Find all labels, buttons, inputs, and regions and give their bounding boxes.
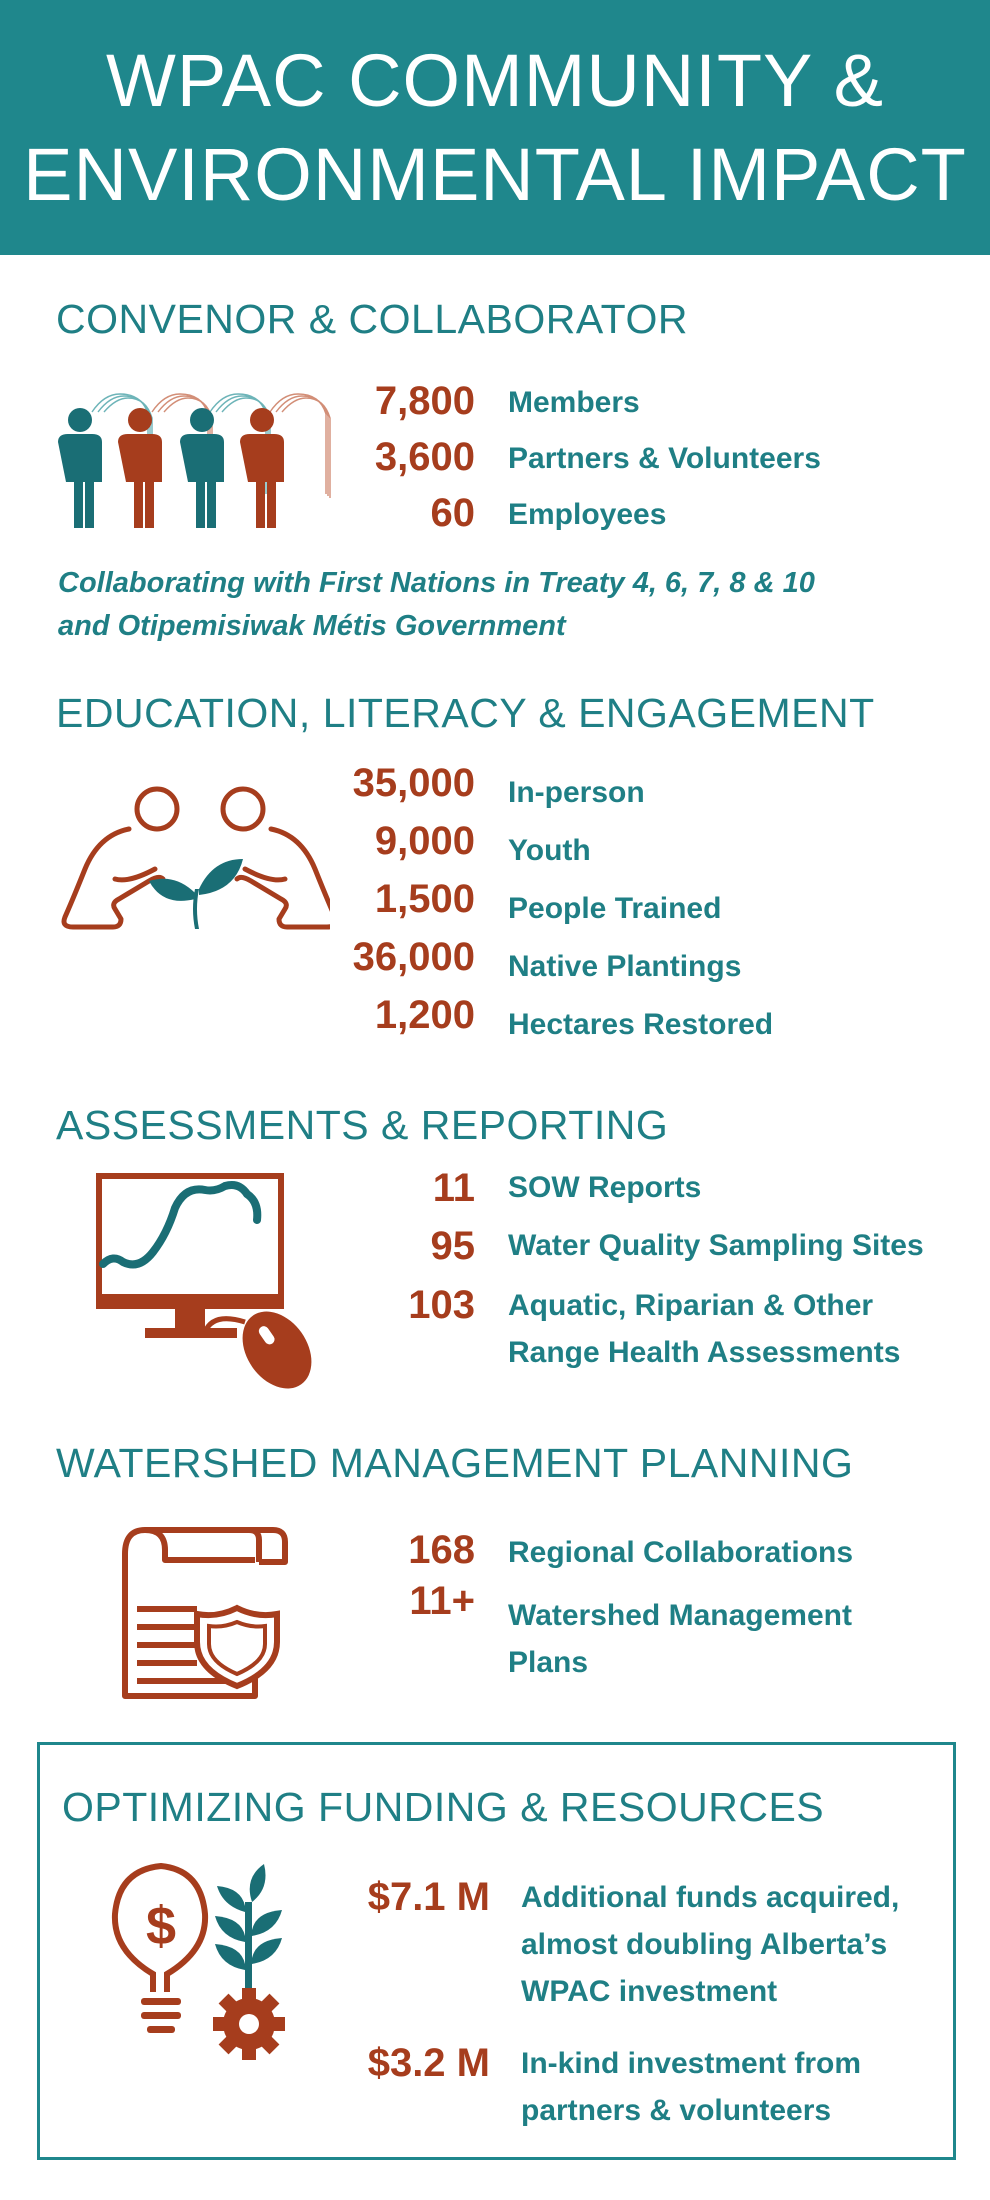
stat-value-trained: 1,500 (374, 877, 475, 921)
stat-label-funds-line-1: Additional funds acquired, (521, 1881, 900, 1914)
svg-text:$: $ (145, 1896, 177, 1956)
stat-label-plantings: Native Plantings (508, 950, 742, 983)
stat-value-in-kind: $3.2 M (367, 2041, 490, 2085)
stat-label-in-kind-line-2: partners & volunteers (521, 2094, 832, 2127)
stat-label-in-person: In-person (508, 776, 645, 809)
section-title-planning: WATERSHED MANAGEMENT PLANNING (56, 1440, 854, 1486)
page-title-line-1: WPAC COMMUNITY & (106, 38, 884, 122)
stat-value-plantings: 36,000 (352, 935, 475, 979)
stat-label-regional: Regional Collaborations (508, 1536, 854, 1569)
section-title-funding: OPTIMIZING FUNDING & RESOURCES (62, 1784, 825, 1830)
section-title-assessments: ASSESSMENTS & REPORTING (56, 1102, 669, 1148)
stat-label-sampling: Water Quality Sampling Sites (508, 1229, 924, 1262)
computer-monitor-icon (95, 1172, 335, 1392)
stat-label-health-line-2: Range Health Assessments (508, 1336, 901, 1369)
stat-label-plans (508, 1592, 852, 1686)
stat-value-sow: 11 (432, 1166, 475, 1210)
collaboration-note-line-1: Collaborating with First Nations in Treaty 4, 6, 7, 8 & 10 (58, 567, 815, 599)
section-title-education: EDUCATION, LITERACY & ENGAGEMENT (56, 690, 875, 736)
stat-value-employees: 60 (430, 491, 475, 535)
stat-label-hectares: Hectares Restored (508, 1008, 774, 1041)
collaboration-note-line-2: and Otipemisiwak Métis Government (58, 610, 566, 642)
stat-label-funds (521, 1874, 899, 2015)
stat-value-health-assessments: 103 (408, 1283, 475, 1327)
stat-label-plans-line-2: Plans (508, 1646, 589, 1679)
stat-value-hectares: 1,200 (374, 993, 475, 1037)
stat-label-in-kind-line-1: In-kind investment from (521, 2047, 862, 2080)
stat-value-sampling: 95 (430, 1224, 475, 1268)
page-header (0, 0, 990, 255)
lightbulb-dollar-gear-plant-icon (105, 1862, 295, 2062)
page-title-line-2: ENVIRONMENTAL IMPACT (23, 132, 967, 216)
stat-value-partners: 3,600 (374, 435, 475, 479)
people-planting-icon (55, 783, 330, 933)
stat-value-funds: $7.1 M (367, 1875, 490, 1919)
stat-label-sow: SOW Reports (508, 1171, 702, 1204)
people-group-icon (52, 382, 337, 532)
section-title-convenor: CONVENOR & COLLABORATOR (56, 296, 688, 342)
stat-label-funds-line-3: WPAC investment (521, 1975, 778, 2008)
stat-label-health-assessments (508, 1282, 900, 1376)
stat-value-regional: 168 (408, 1528, 475, 1572)
stat-value-in-person: 35,000 (352, 761, 475, 805)
stat-value-plans: 11+ (409, 1579, 475, 1623)
stat-label-funds-line-2: almost doubling Alberta’s (521, 1928, 888, 1961)
stat-value-members: 7,800 (374, 379, 475, 423)
stat-label-employees: Employees (508, 498, 667, 531)
stat-label-youth: Youth (508, 834, 591, 867)
collaboration-note (58, 562, 958, 648)
stat-label-plans-line-1: Watershed Management (508, 1599, 852, 1632)
stat-label-members: Members (508, 386, 640, 419)
stat-value-youth: 9,000 (374, 819, 475, 863)
stat-label-in-kind (521, 2040, 861, 2134)
stat-label-partners: Partners & Volunteers (508, 442, 821, 475)
stat-label-trained: People Trained (508, 892, 722, 925)
document-shield-icon (115, 1518, 290, 1703)
stat-label-health-line-1: Aquatic, Riparian & Other (508, 1289, 874, 1322)
